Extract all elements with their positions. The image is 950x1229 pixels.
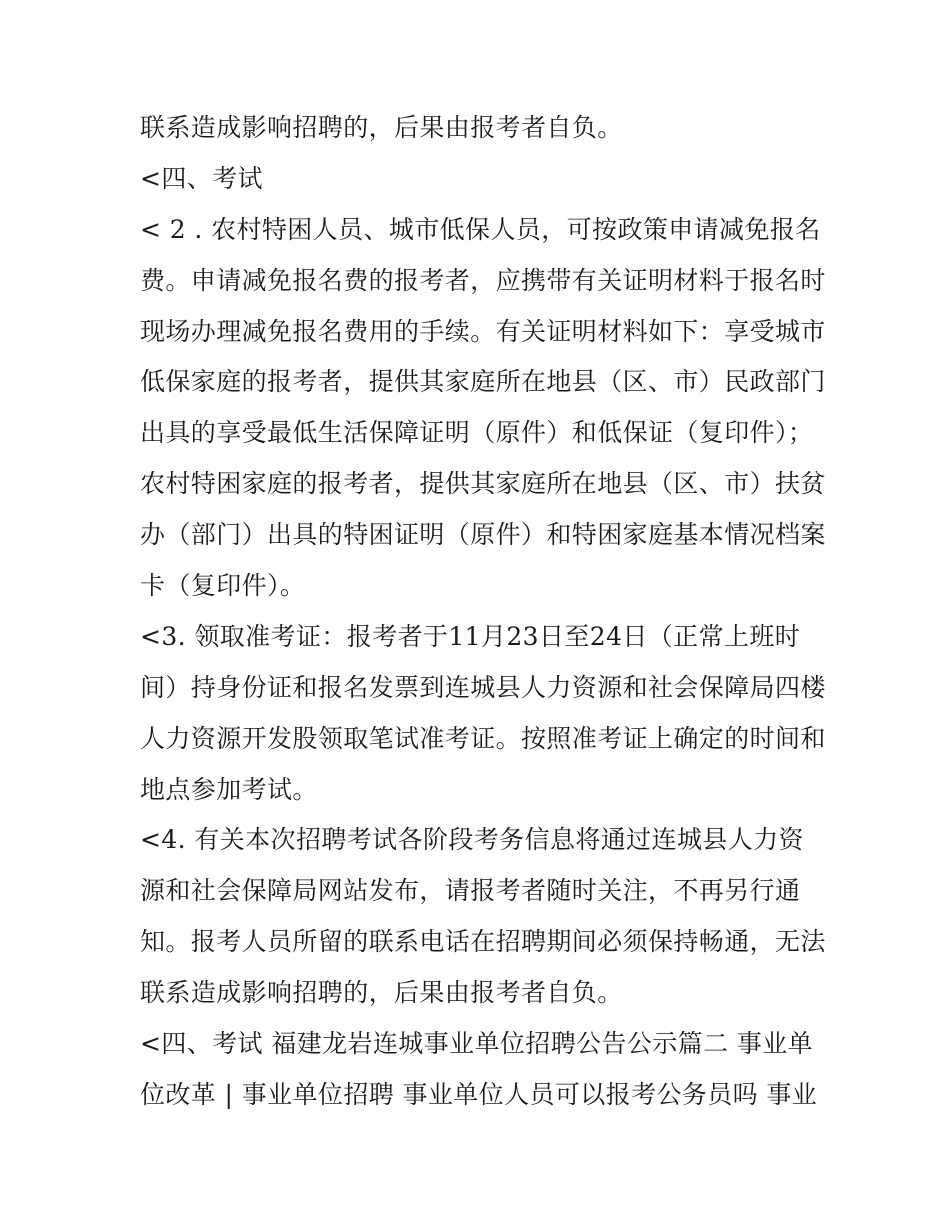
text-line: 卡（复印件）。 — [140, 571, 306, 601]
text-line: 联系造成影响招聘的，后果由报考者自负。 — [140, 113, 623, 142]
text-line: <四、考试 福建龙岩连城事业单位招聘公告公示篇二 事业单 — [140, 1029, 814, 1059]
text-line: <4. 有关本次招聘考试各阶段考务信息将通过连城县人力资 — [140, 825, 804, 855]
text-line: 办（部门）出具的特困证明（原件）和特困家庭基本情况档案 — [140, 520, 826, 550]
document-body — [140, 108, 826, 1126]
text-line: 农村特困家庭的报考者，提供其家庭所在地县（区、市）扶贫 — [140, 469, 826, 499]
text-line: <四、考试 — [140, 163, 263, 193]
text-line: 低保家庭的报考者，提供其家庭所在地县（区、市）民政部门 — [140, 367, 826, 397]
text-line: < 2 . 农村特困人员、城市低保人员，可按政策申请减免报名 — [140, 214, 821, 244]
text-line: 知。报考人员所留的联系电话在招聘期间必须保持畅通，无法 — [140, 927, 826, 957]
text-line: 源和社会保障局网站发布，请报考者随时关注，不再另行通 — [140, 876, 801, 906]
text-line: <3. 领取准考证：报考者于11月23日至24日（正常上班时 — [140, 621, 801, 651]
text-line: 费。申请减免报名费的报考者，应携带有关证明材料于报名时 — [140, 265, 826, 295]
text-line: 人力资源开发股领取笔试准考证。按照准考证上确定的时间和 — [140, 723, 826, 753]
text-line: 现场办理减免报名费用的手续。有关证明材料如下：享受城市 — [140, 316, 826, 346]
text-line: 地点参加考试。 — [140, 774, 318, 804]
text-line: 位改革 | 事业单位招聘 事业单位人员可以报考公务员吗 事业 — [140, 1079, 818, 1109]
text-line: 出具的享受最低生活保障证明（原件）和低保证（复印件）； — [140, 418, 814, 448]
text-line: 联系造成影响招聘的，后果由报考者自负。 — [140, 978, 623, 1008]
text-line: 间）持身份证和报名发票到连城县人力资源和社会保障局四楼 — [140, 672, 826, 702]
